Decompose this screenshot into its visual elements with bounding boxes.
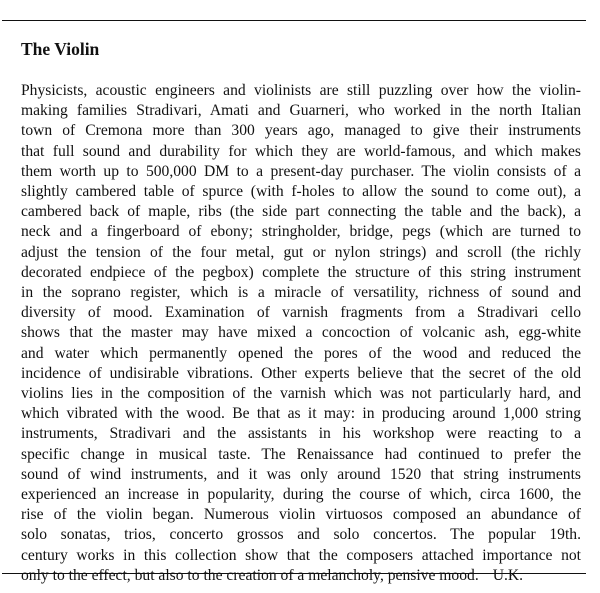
article-body — [21, 81, 581, 586]
article-title: The Violin — [21, 39, 100, 59]
body-line: adjust the tension of the four metal, gut or nylon strings) and scroll (the richly — [21, 243, 581, 261]
top-rule — [2, 20, 586, 21]
body-line: solo sonatas, trios, concerto grossos and solo concertos. The popular 19th. — [21, 526, 581, 544]
body-line: in the soprano register, which is a miracle of versatility, richness of sound and — [21, 284, 581, 302]
body-line: town of Cremona more than 300 years ago, managed to give their instruments — [21, 122, 581, 140]
body-line: rise of the violin began. Numerous violin virtuosos composed an abundance of — [21, 506, 581, 524]
body-line: experienced an increase in popularity, during the course of which, circa 1600, the — [21, 486, 581, 504]
body-line-text: only to the effect, but also to the creation of a melancholy, pensive mood. — [21, 566, 479, 584]
body-line: which vibrated with the wood. Be that as it may: in producing around 1,000 string — [21, 405, 581, 423]
body-line: them worth up to 500,000 DM to a present-day purchaser. The violin consists of a — [21, 162, 581, 180]
body-line: neck and a fingerboard of ebony; stringholder, bridge, pegs (which are turned to — [21, 223, 581, 241]
author-initials: U.K. — [492, 566, 524, 584]
body-line: that full sound and durability for which they are world-famous, and which makes — [21, 142, 581, 160]
body-line: decorated endpiece of the pegbox) complete the structure of this string instrument — [21, 263, 581, 281]
body-line: shows that the master may have mixed a concoction of volcanic ash, egg-white — [21, 324, 581, 342]
body-line: diversity of mood. Examination of varnish fragments from a Stradivari cello — [21, 304, 581, 322]
body-line: century works in this collection show that the composers attached importance not — [21, 546, 581, 564]
body-line: incidence of undisirable vibrations. Other experts believe that the secret of the old — [21, 364, 581, 382]
body-line-last — [21, 566, 581, 586]
bottom-rule — [2, 573, 586, 574]
body-line: making families Stradivari, Amati and Guarneri, who worked in the north Italian — [21, 102, 581, 120]
body-line: and water which permanently opened the pores of the wood and reduced the — [21, 344, 581, 362]
body-line: specific change in musical taste. The Renaissance had continued to prefer the — [21, 445, 581, 463]
body-line: cambered back of maple, ribs (the side part connecting the table and the back), a — [21, 203, 581, 221]
body-line: instruments, Stradivari and the assistants in his workshop were reacting to a — [21, 425, 581, 443]
body-line: slightly cambered table of spurce (with f-holes to allow the sound to come out), a — [21, 183, 581, 201]
body-line: sound of wind instruments, and it was only around 1520 that string instruments — [21, 465, 581, 483]
body-line: Physicists, acoustic engineers and violinists are still puzzling over how the violin- — [21, 82, 581, 99]
body-line: violins lies in the composition of the varnish which was not particularly hard, and — [21, 385, 581, 403]
